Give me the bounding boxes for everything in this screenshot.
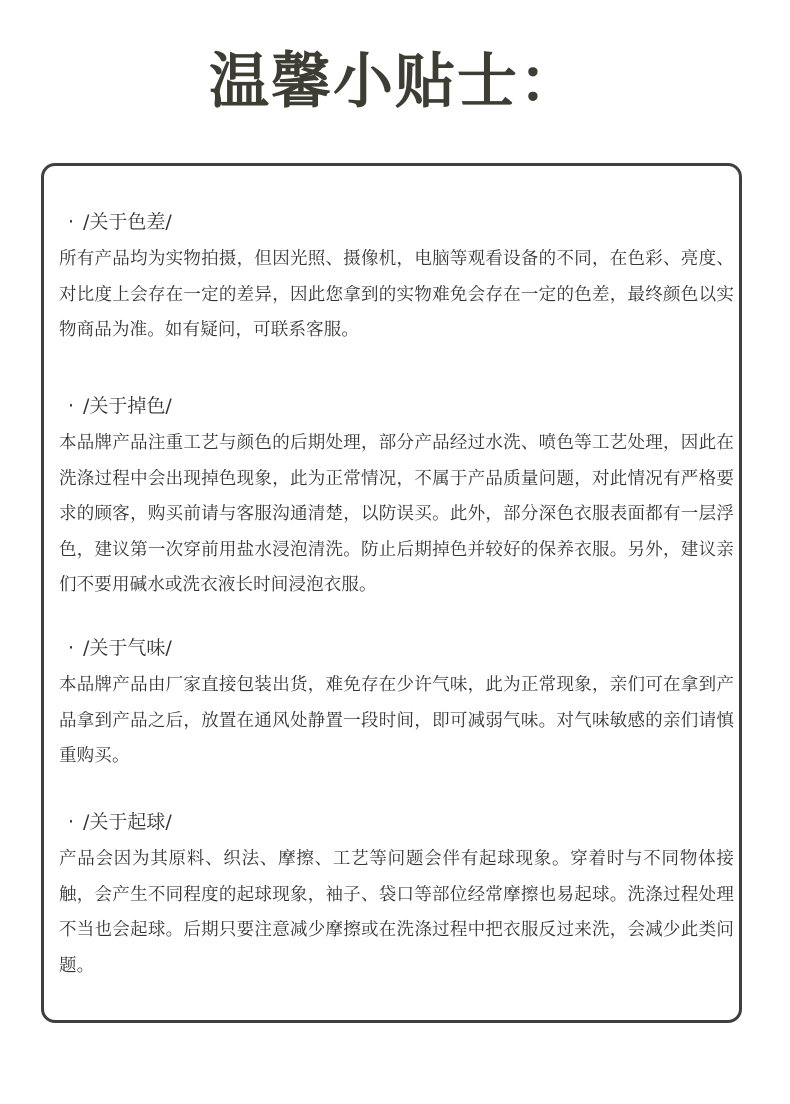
section-body: 本品牌产品注重工艺与颜色的后期处理，部分产品经过水洗、喷色等工艺处理，因此在洗涤过程中会出现掉色现象，此为正常情况，不属于产品质量问题，对此情况有严格要求的顾客，购买前请与客服沟通清楚，以防误买。此外，部分深色衣服表面都有一层浮色，建议第一次穿前用盐水浸泡清洗。防止后期掉色并较好的保养衣服。另外，建议亲们不要用碱水或洗衣液长时间浸泡衣服。 bbox=[59, 433, 734, 595]
tips-card bbox=[41, 163, 742, 1023]
bullet-dot: · bbox=[67, 811, 75, 833]
bullet-dot: · bbox=[67, 637, 75, 659]
section-heading-text: /关于色差/ bbox=[83, 211, 172, 233]
section-heading bbox=[59, 634, 734, 662]
section-fading bbox=[59, 392, 734, 604]
bullet-dot: · bbox=[67, 395, 75, 417]
section-heading bbox=[59, 208, 734, 236]
section-body: 所有产品均为实物拍摄，但因光照、摄像机，电脑等观看设备的不同，在色彩、亮度、对比度上会存在一定的差异，因此您拿到的实物难免会存在一定的色差，最终颜色以实物商品为准。如有疑问，可联系客服。 bbox=[59, 249, 734, 340]
bullet-dot: · bbox=[67, 211, 75, 233]
section-body: 本品牌产品由厂家直接包装出货，难免存在少许气味，此为正常现象，亲们可在拿到产品拿到产品之后，放置在通风处静置一段时间，即可减弱气味。对气味敏感的亲们请慎重购买。 bbox=[59, 675, 734, 766]
section-heading-text: /关于起球/ bbox=[83, 811, 172, 833]
section-heading-text: /关于掉色/ bbox=[83, 395, 172, 417]
section-odor bbox=[59, 634, 734, 775]
section-heading bbox=[59, 392, 734, 420]
section-color-difference bbox=[59, 208, 734, 349]
page-title: 温馨小贴士： bbox=[209, 47, 581, 117]
section-body: 产品会因为其原料、织法、摩擦、工艺等问题会伴有起球现象。穿着时与不同物体接触，会产生不同程度的起球现象，袖子、袋口等部位经常摩擦也易起球。洗涤过程处理不当也会起球。后期只要注意减少摩擦或在洗涤过程中把衣服反过来洗，会减少此类问题。 bbox=[59, 849, 734, 976]
section-heading-text: /关于气味/ bbox=[83, 637, 172, 659]
section-heading bbox=[59, 808, 734, 836]
section-pilling bbox=[59, 808, 734, 984]
